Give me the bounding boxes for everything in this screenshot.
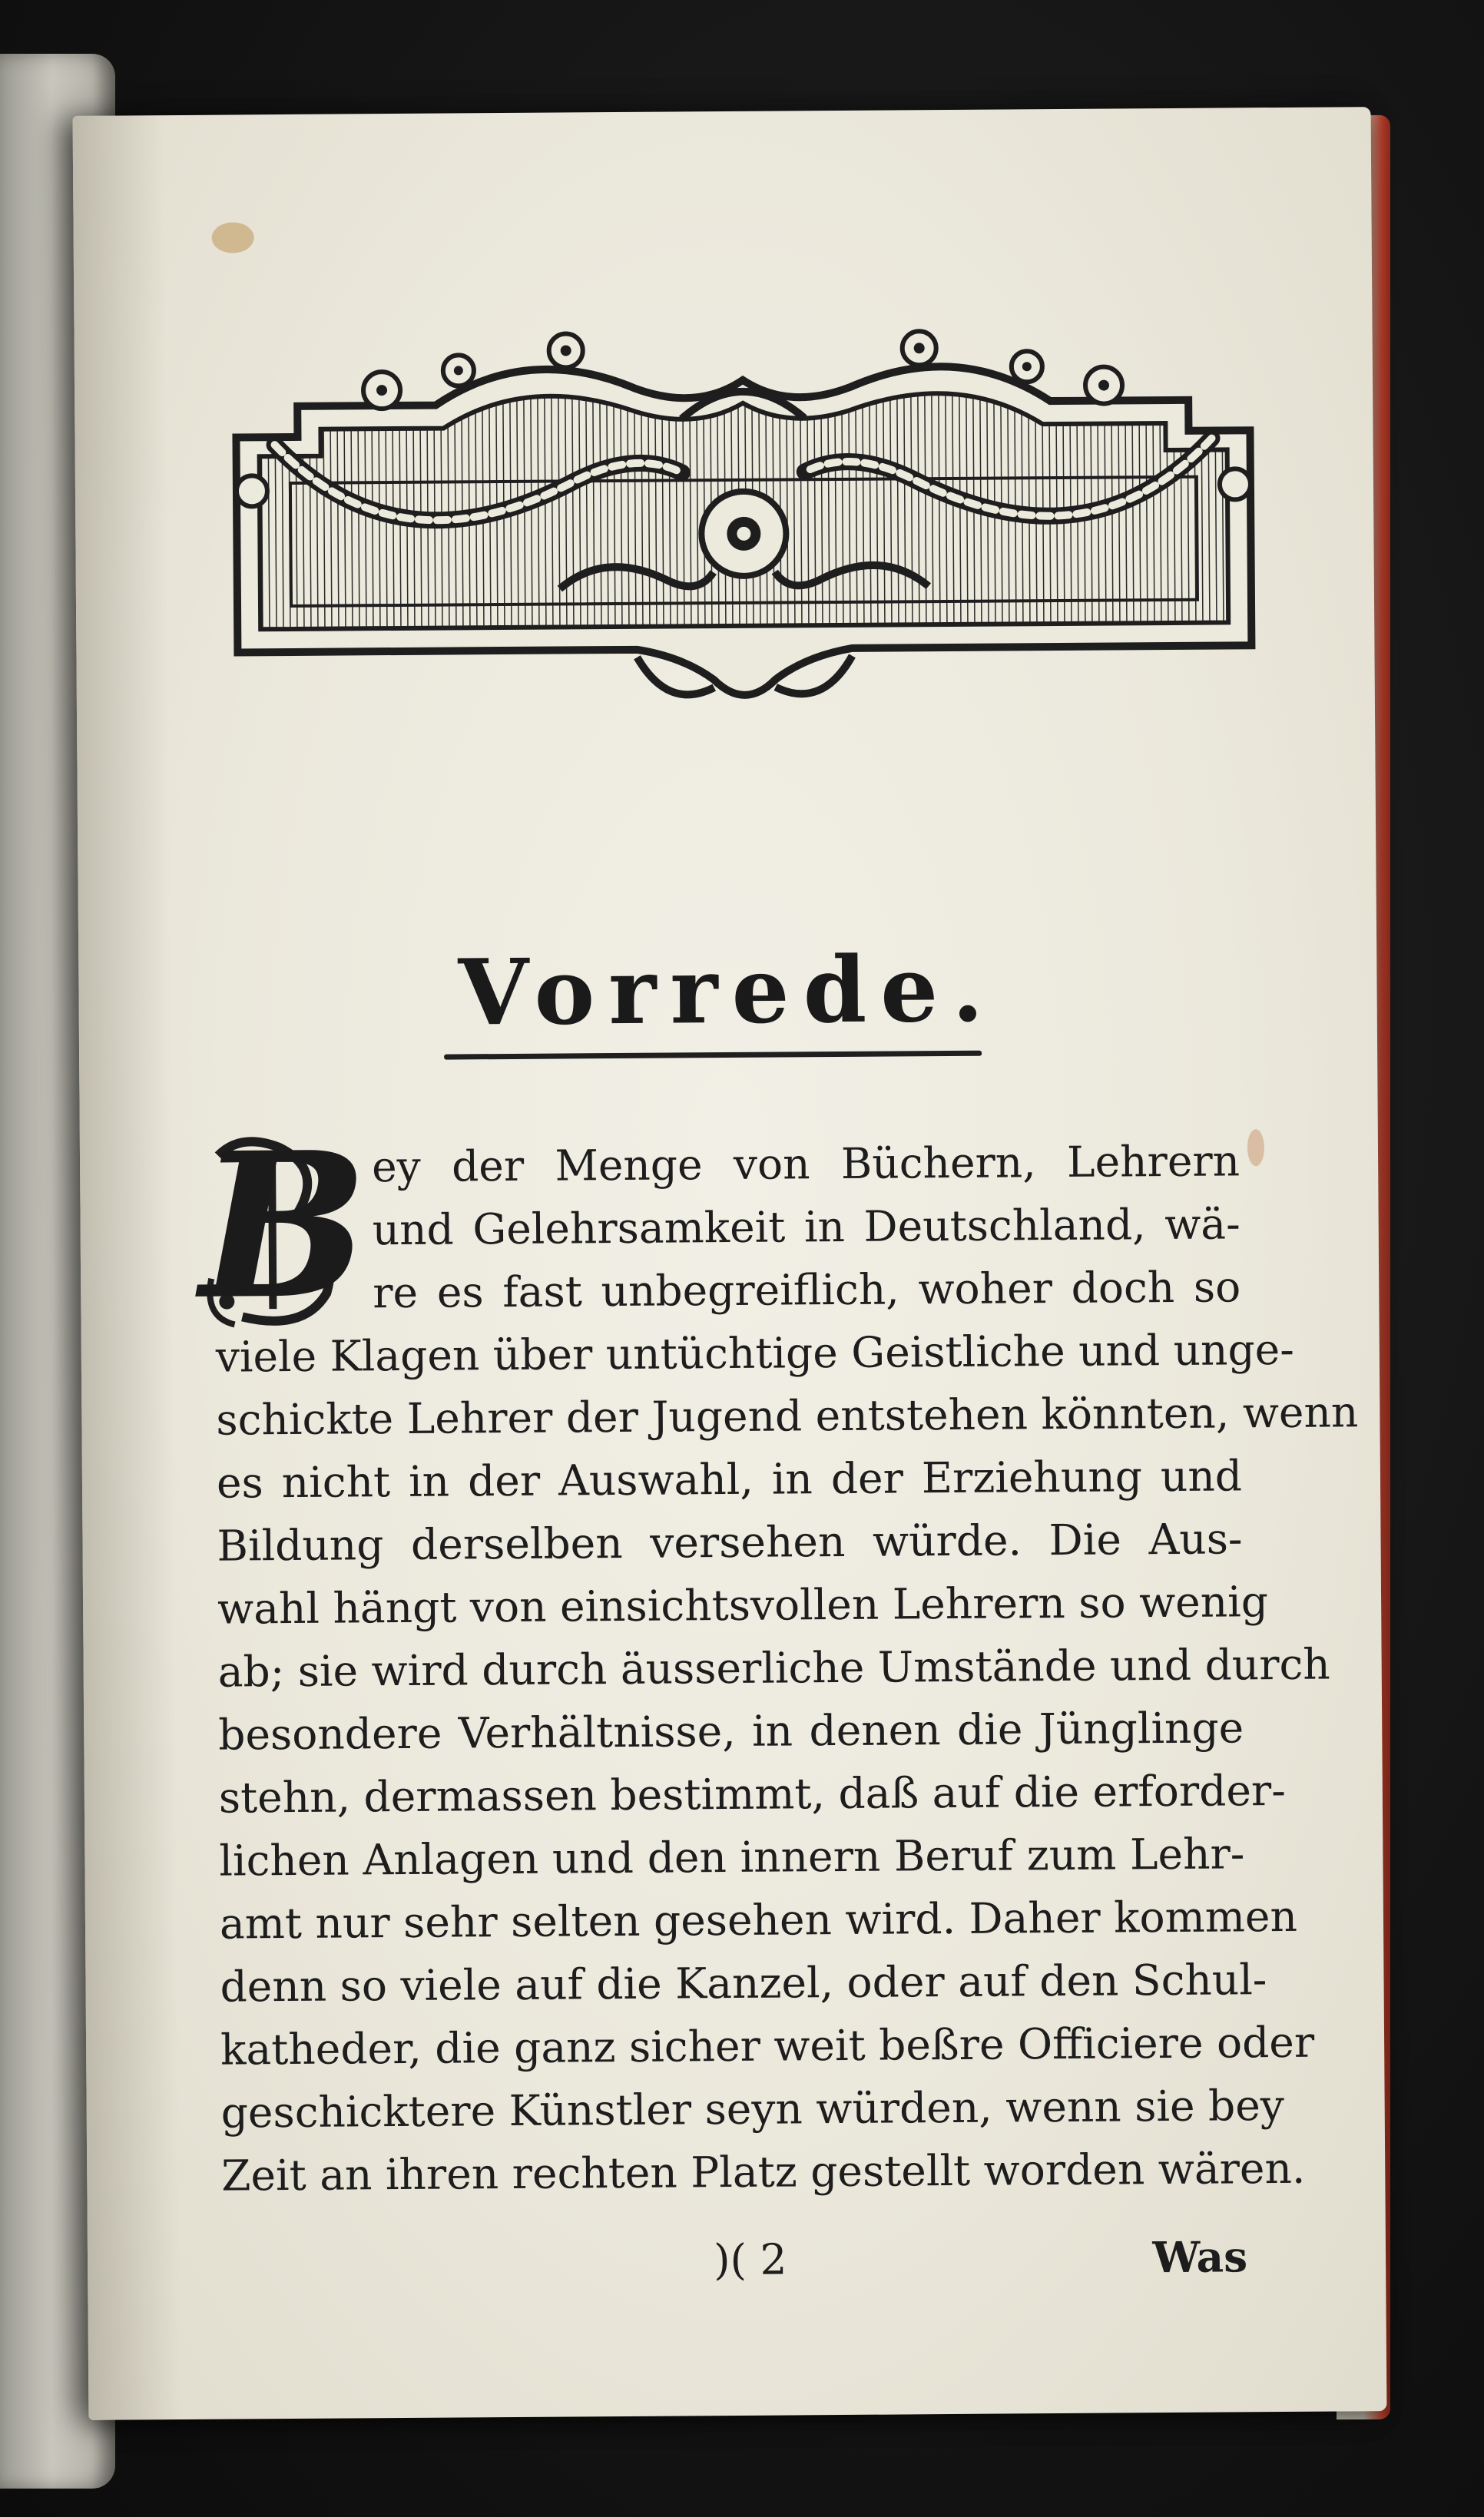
text-line: katheder, die ganz sicher weit beßre Officiere oder	[220, 2017, 1315, 2075]
page-footer	[222, 2231, 1248, 2300]
text-line: besondere Verhältnisse, in denen die Jünglinge	[218, 1703, 1244, 1760]
signature-mark: )( 2	[713, 2234, 787, 2285]
ornamental-headpiece	[204, 292, 1283, 730]
text-line: es nicht in der Auswahl, in der Erziehung und	[216, 1451, 1243, 1508]
text-line: und Gelehrsamkeit in Deutschland, wä-	[372, 1199, 1241, 1255]
text-line: amt nur sehr selten gesehen wird. Daher kommen	[219, 1891, 1298, 1949]
title-underline	[444, 1051, 982, 1060]
text-line: viele Klagen über untüchtige Geistliche und unge-	[215, 1324, 1295, 1382]
paper-stain	[1247, 1129, 1264, 1166]
book-page	[73, 107, 1387, 2420]
text-line: geschicktere Künstler seyn würden, wenn sie bey	[220, 2080, 1285, 2138]
text-line: wahl hängt von einsichtsvollen Lehrern so wenig	[217, 1577, 1269, 1634]
text-line: Bildung derselben versehen würde. Die Aus-	[217, 1514, 1243, 1571]
text-line: schickte Lehrer der Jugend entstehen könnten, wenn	[216, 1387, 1359, 1445]
text-line: re es fast unbegreiflich, woher doch so	[373, 1262, 1241, 1318]
text-line: denn so viele auf die Kanzel, oder auf den Schul-	[220, 1955, 1267, 2012]
paper-stain	[212, 222, 254, 253]
decorated-initial: B	[198, 1108, 369, 1344]
catchword: Was	[1152, 2231, 1248, 2283]
text-line: Zeit an ihren rechten Platz gestellt worden wären.	[221, 2143, 1306, 2201]
text-line: ab; sie wird durch äusserliche Umstände und durch	[217, 1639, 1330, 1697]
text-line: lichen Anlagen und den innern Beruf zum Lehr-	[219, 1829, 1245, 1886]
text-line: ey der Menge von Büchern, Lehrern	[371, 1136, 1241, 1192]
page-title: Vorrede.	[458, 935, 998, 1046]
body-text	[214, 1129, 1359, 2207]
text-line: stehn, dermassen bestimmt, daß auf die erforder-	[218, 1765, 1286, 1823]
